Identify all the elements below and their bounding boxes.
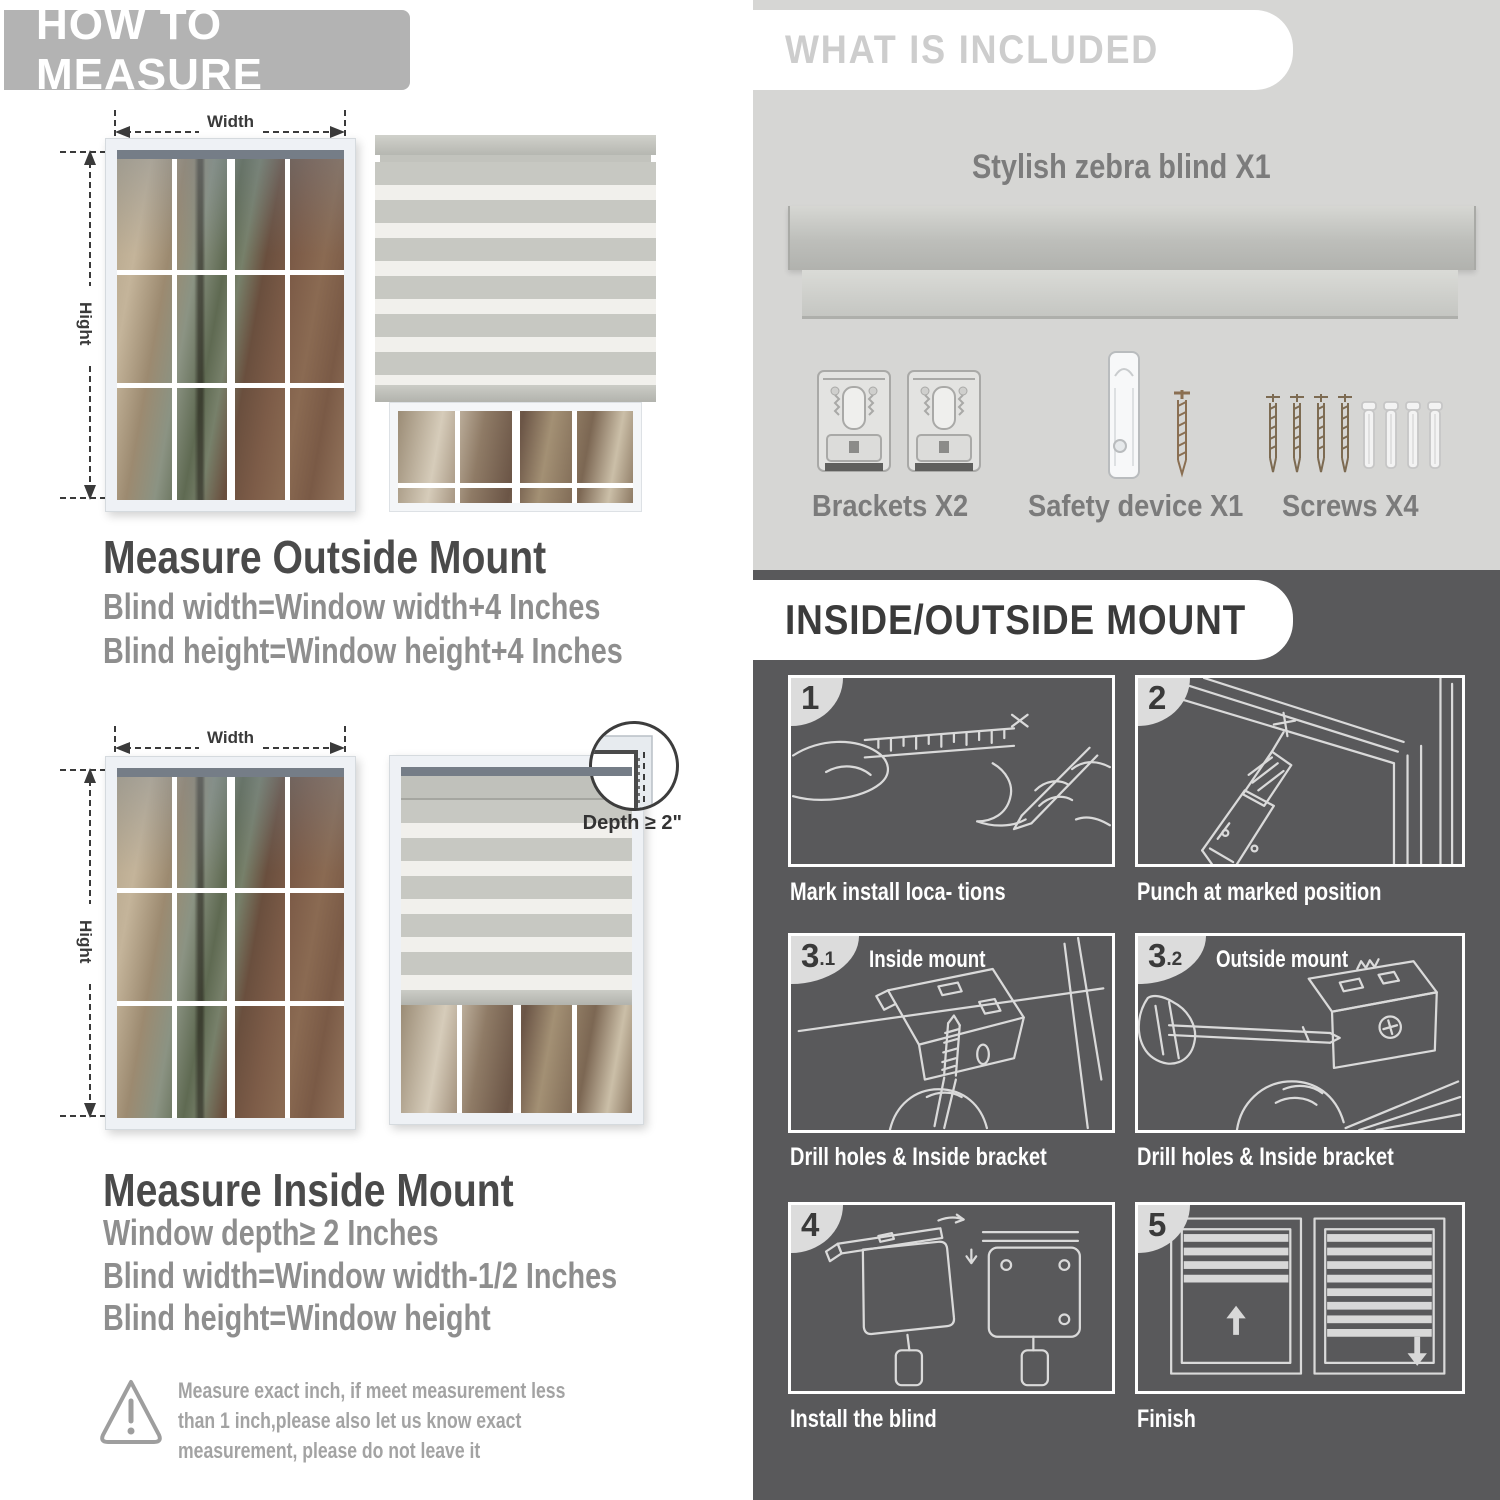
screw-icon <box>1170 388 1194 483</box>
window-muntin <box>457 1005 462 1113</box>
bracket-icon <box>905 365 983 477</box>
step-1-caption: Mark install loca- tions <box>790 878 1006 906</box>
step-5-illustration <box>1138 1205 1462 1391</box>
inside-mount-title: Measure Inside Mount <box>103 1164 514 1216</box>
height-label: Hight <box>76 302 95 346</box>
what-is-included-title: WHAT IS INCLUDED <box>785 27 1160 72</box>
step-panel-1 <box>788 675 1115 867</box>
step-5-caption: Finish <box>1137 1405 1196 1433</box>
window-muntin <box>455 411 460 503</box>
step-panel-2 <box>1135 675 1465 867</box>
window-frame <box>117 150 344 500</box>
step-number-badge: 1 <box>791 678 843 726</box>
how-to-measure-header <box>4 0 410 99</box>
window-muntin <box>172 159 177 500</box>
step-number-badge: 5 <box>1138 1205 1190 1253</box>
wall-anchors-icon <box>1360 398 1444 493</box>
window-mullion <box>227 777 235 1118</box>
step-3-1-caption: Drill holes & Inside bracket <box>790 1143 1047 1171</box>
inside-mount-rule-3: Blind height=Window height <box>103 1297 491 1338</box>
step-1-illustration <box>791 678 1112 864</box>
window-frame-top <box>117 150 344 159</box>
depth-callout-circle <box>589 721 679 811</box>
step-panel-5 <box>1135 1202 1465 1394</box>
width-label: Width <box>207 112 255 131</box>
outside-mount-title: Measure Outside Mount <box>103 531 547 583</box>
safety-device-icon <box>1095 348 1155 483</box>
step-number-badge: 3 .1 <box>791 936 859 984</box>
window-mullion <box>513 1005 521 1113</box>
step-4-caption: Install the blind <box>790 1405 937 1433</box>
step-3-2-title: Outside mount <box>1216 946 1349 973</box>
blind-bottom-rail <box>401 990 632 1005</box>
blind-headrail-image <box>788 206 1476 270</box>
depth-label: Depth ≥ 2" <box>582 812 682 834</box>
step-2-caption: Punch at marked position <box>1137 878 1382 906</box>
window-photo-inside <box>105 756 356 1130</box>
step-number-badge: 4 <box>791 1205 843 1253</box>
window-muntin <box>285 159 290 500</box>
blind-bottom-rail <box>375 385 656 402</box>
window-photo-outside <box>105 138 356 512</box>
blind-cassette <box>375 135 656 155</box>
window-mullion <box>227 159 235 500</box>
window-muntin <box>572 411 577 503</box>
step-panel-4 <box>788 1202 1115 1394</box>
measurement-warning-note: Measure exact inch, if meet measurement less than 1 inch,please also let us know exact measurement, please do not leave it <box>178 1378 566 1463</box>
outside-mount-rule-1: Blind width=Window width+4 Inches <box>103 586 601 627</box>
window-frame <box>117 768 344 1118</box>
product-label: Stylish zebra blind X1 <box>972 148 1271 186</box>
step-2-illustration <box>1138 678 1462 864</box>
inside-outside-mount-title: INSIDE/OUTSIDE MOUNT <box>785 596 1247 643</box>
window-muntin <box>172 777 177 1118</box>
screws-group-icon <box>1262 392 1362 487</box>
warning-triangle-icon <box>98 1376 164 1448</box>
how-to-measure-title: HOW TO MEASURE <box>36 0 264 99</box>
screws-label: Screws X4 <box>1282 488 1419 523</box>
zebra-blind-outside-image <box>375 135 656 512</box>
blind-fabric <box>375 162 656 385</box>
window-frame-top <box>401 767 632 776</box>
window-muntin <box>572 1005 577 1113</box>
window-muntin <box>285 777 290 1118</box>
step-panel-3-1 <box>788 933 1115 1133</box>
depth-corner-detail-icon <box>592 724 676 808</box>
what-is-included-header <box>753 10 1293 90</box>
step-number-badge: 2 <box>1138 678 1190 726</box>
step-3-1-title: Inside mount <box>869 946 986 973</box>
window-mullion <box>512 411 520 503</box>
screws-icon <box>1262 392 1442 487</box>
height-label: Hight <box>76 920 95 964</box>
width-label: Width <box>207 728 255 747</box>
step-4-illustration <box>791 1205 1112 1391</box>
brackets-label: Brackets X2 <box>812 488 969 523</box>
blind-headrail-lower-image <box>802 270 1458 319</box>
zebra-blind-inside-image <box>389 755 644 1125</box>
step-panel-3-2 <box>1135 933 1465 1133</box>
safety-device-label: Safety device X1 <box>1028 488 1244 523</box>
inside-mount-rule-2: Blind width=Window width-1/2 Inches <box>103 1255 618 1296</box>
step-number-badge: 3 .2 <box>1138 936 1206 984</box>
inside-mount-rule-1: Window depth≥ 2 Inches <box>103 1212 439 1253</box>
step-3-2-caption: Drill holes & Inside bracket <box>1137 1143 1394 1171</box>
bracket-icon <box>815 365 893 477</box>
outside-mount-rule-2: Blind height=Window height+4 Inches <box>103 630 623 671</box>
inside-outside-mount-header <box>753 580 1293 660</box>
window-frame-top <box>117 768 344 777</box>
window-peek <box>389 402 642 512</box>
